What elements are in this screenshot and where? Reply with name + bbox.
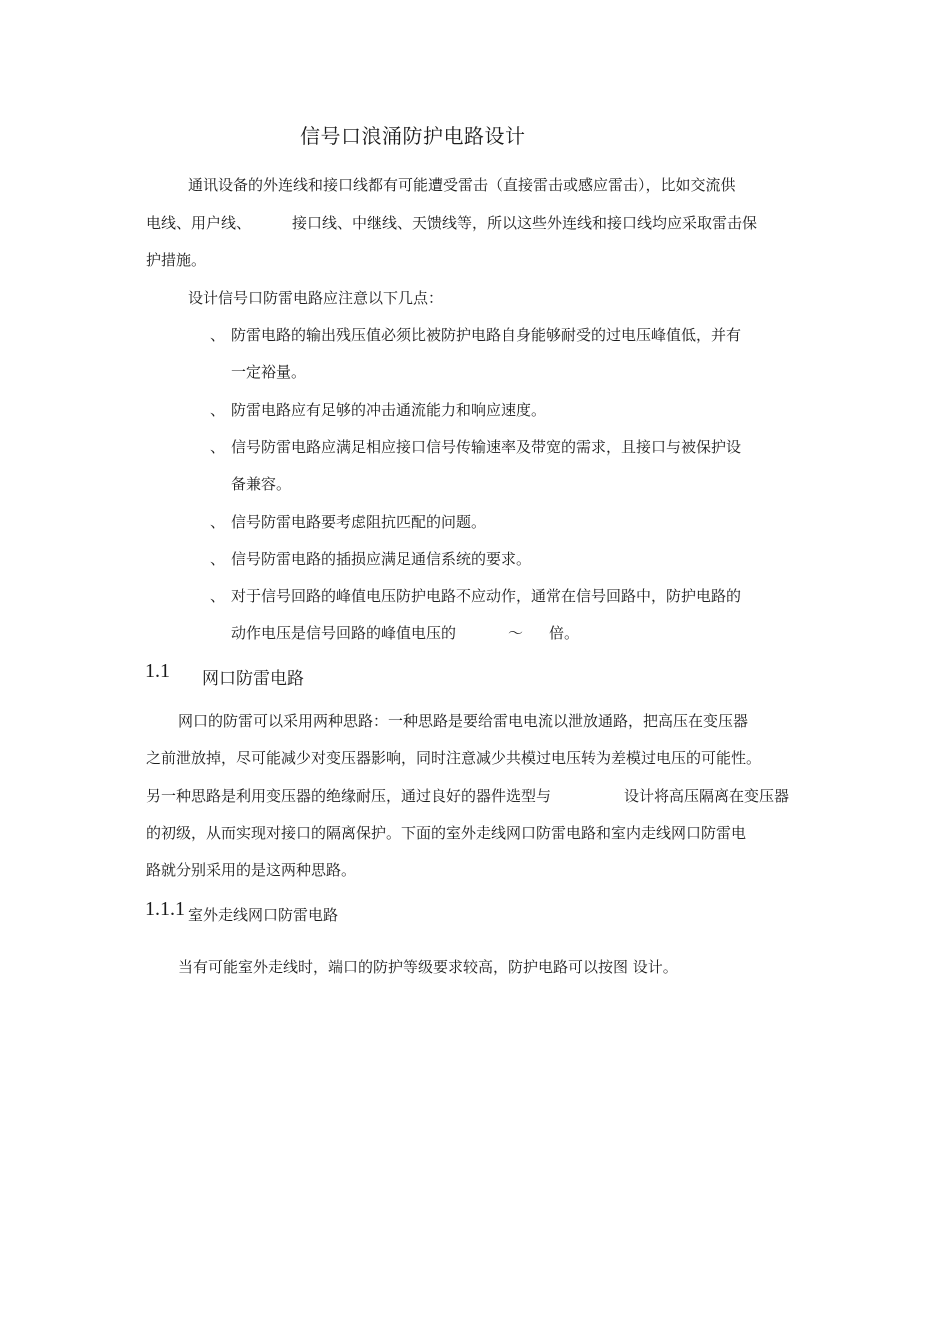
section1-line-1: 网口的防雷可以采用两种思路：一种思路是要给雷电电流以泄放通路，把高压在变压器 [178,712,749,730]
point-bullet: 、 [210,587,226,605]
point-3-line-1: 信号防雷电路应满足相应接口信号传输速率及带宽的需求，且接口与被保护设 [231,438,742,456]
intro-line-2a: 电线、用户线、 [146,214,252,232]
intro-line-3: 护措施。 [146,251,207,269]
point-4-line-1: 信号防雷电路要考虑阻抗匹配的问题。 [231,513,487,531]
point-1-line-1: 防雷电路的输出残压值必须比被防护电路自身能够耐受的过电压峰值低，并有 [231,326,742,344]
point-bullet: 、 [210,438,226,456]
point-6-line-1: 对于信号回路的峰值电压防护电路不应动作，通常在信号回路中，防护电路的 [231,587,742,605]
point-bullet: 、 [210,326,226,344]
intro-line-1: 通讯设备的外连线和接口线都有可能遭受雷击（直接雷击或感应雷击），比如交流供 [188,176,736,194]
section2-line-1: 当有可能室外走线时，端口的防护等级要求较高，防护电路可以按图 设计。 [178,958,678,976]
point-bullet: 、 [210,513,226,531]
section1-line-3a: 另一种思路是利用变压器的绝缘耐压，通过良好的器件选型与 [146,787,552,805]
section1-line-4: 的初级，从而实现对接口的隔离保护。下面的室外走线网口防雷电路和室内走线网口防雷电 [146,824,747,842]
point-1-line-2: 一定裕量。 [231,363,307,381]
point-5-line-1: 信号防雷电路的插损应满足通信系统的要求。 [231,550,532,568]
point-3-line-2: 备兼容。 [231,475,292,493]
intro-line-2b: 接口线、中继线、天馈线等，所以这些外连线和接口线均应采取雷击保 [292,214,758,232]
section1-line-2: 之前泄放掉，尽可能减少对变压器影响，同时注意减少共模过电压转为差模过电压的可能性。 [146,749,762,767]
point-bullet: 、 [210,550,226,568]
point-6-line-2b: 倍。 [549,624,580,642]
document-title: 信号口浪涌防护电路设计 [300,124,526,148]
point-2-line-1: 防雷电路应有足够的冲击通流能力和响应速度。 [231,401,547,419]
section1-line-3b: 设计将高压隔离在变压器 [624,787,790,805]
section1-line-5: 路就分别采用的是这两种思路。 [146,861,357,879]
points-intro: 设计信号口防雷电路应注意以下几点： [188,289,444,307]
section-number: 1.1 [145,660,170,682]
subsection-number: 1.1.1 [145,898,185,920]
point-6-tilde: ～ [508,624,524,642]
subsection-title: 室外走线网口防雷电路 [188,906,339,924]
point-bullet: 、 [210,401,226,419]
section-title: 网口防雷电路 [202,669,304,689]
point-6-line-2a: 动作电压是信号回路的峰值电压的 [231,624,457,642]
